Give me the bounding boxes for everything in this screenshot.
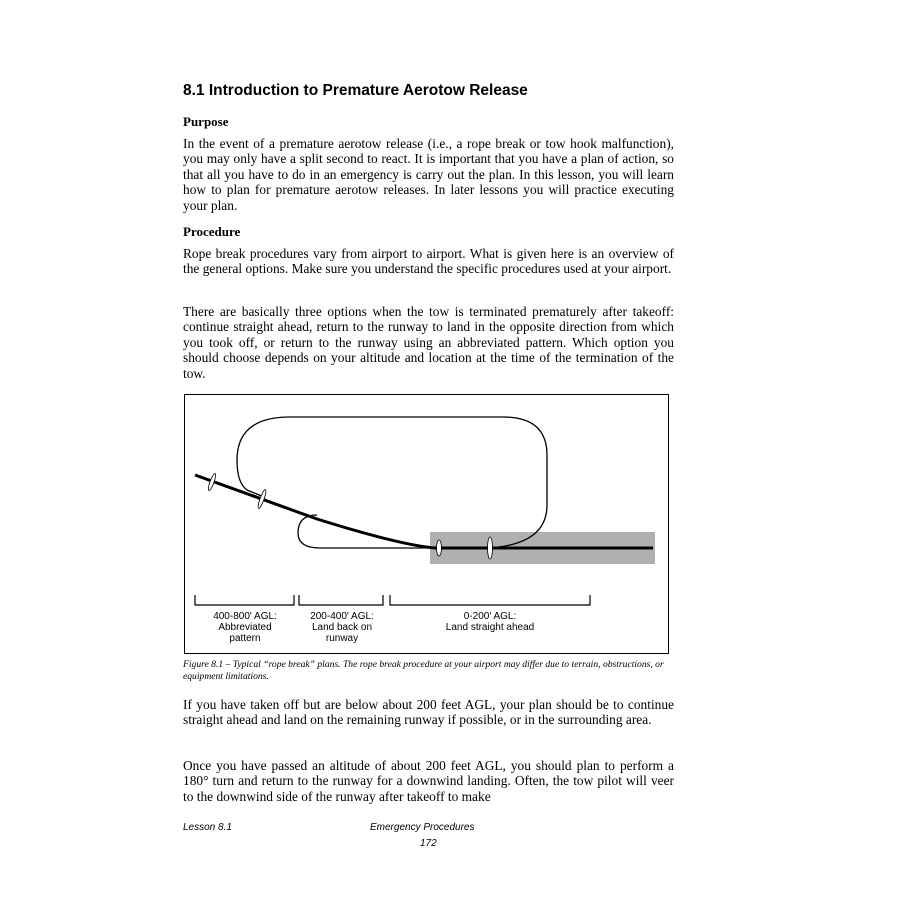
abbreviated-pattern-path [237, 417, 547, 548]
footer-chapter: Emergency Procedures [370, 822, 475, 833]
segment-label-land-back: 200-400' AGL: Land back on runway [310, 611, 374, 644]
purpose-paragraph: In the event of a premature aerotow release (i.e., a rope break or tow hook malfunction), you may only have a split second to react. It is important that you have a plan of action, so that all you have to do in an emergency is carry out the plan. In this lesson, you will learn how to plan for premature aerotow releases. In later lessons you will practice executing your plan. [183, 136, 674, 213]
segment-bracket [299, 595, 383, 605]
procedure-paragraph-1: Rope break procedures vary from airport to airport. What is given here is an overview of the general options. Make sure you understand the specific procedures used at your airport. [183, 246, 674, 277]
footer-lesson: Lesson 8.1 [183, 822, 232, 833]
segment-bracket [195, 595, 294, 605]
segment-label-straight-ahead: 0-200' AGL: Land straight ahead [445, 611, 535, 633]
segment-bracket [390, 595, 590, 605]
glider-icon [437, 540, 442, 556]
segment-label-abbreviated: 400-800' AGL: Abbreviated pattern [213, 611, 277, 644]
procedure-heading: Procedure [183, 224, 241, 239]
procedure-paragraph-2: There are basically three options when the tow is terminated prematurely after takeoff: continue straight ahead, return to the runway to land in the opposite direction from which you took off, or return to the runway using an abbreviated pattern. Which option you should choose depends on your altitude and location at the time of the termination of the tow. [183, 304, 674, 381]
rope-break-figure [184, 394, 669, 654]
section-title: 8.1 Introduction to Premature Aerotow Release [183, 82, 528, 99]
glider-icon [488, 537, 493, 559]
after-figure-paragraph-2: Once you have passed an altitude of about 200 feet AGL, you should plan to perform a 180° turn and return to the runway for a downwind landing. Often, the tow pilot will veer to the downwind side of the runway after takeoff to make [183, 758, 674, 804]
purpose-heading: Purpose [183, 114, 229, 129]
figure-caption: Figure 8.1 – Typical “rope break” plans. The rope break procedure at your airport may differ due to terrain, obstructions, or equipment limitations. [183, 659, 664, 682]
after-figure-paragraph-1: If you have taken off but are below about 200 feet AGL, your plan should be to continue straight ahead and land on the remaining runway if possible, or in the surrounding area. [183, 697, 674, 728]
page-number: 172 [420, 838, 437, 849]
